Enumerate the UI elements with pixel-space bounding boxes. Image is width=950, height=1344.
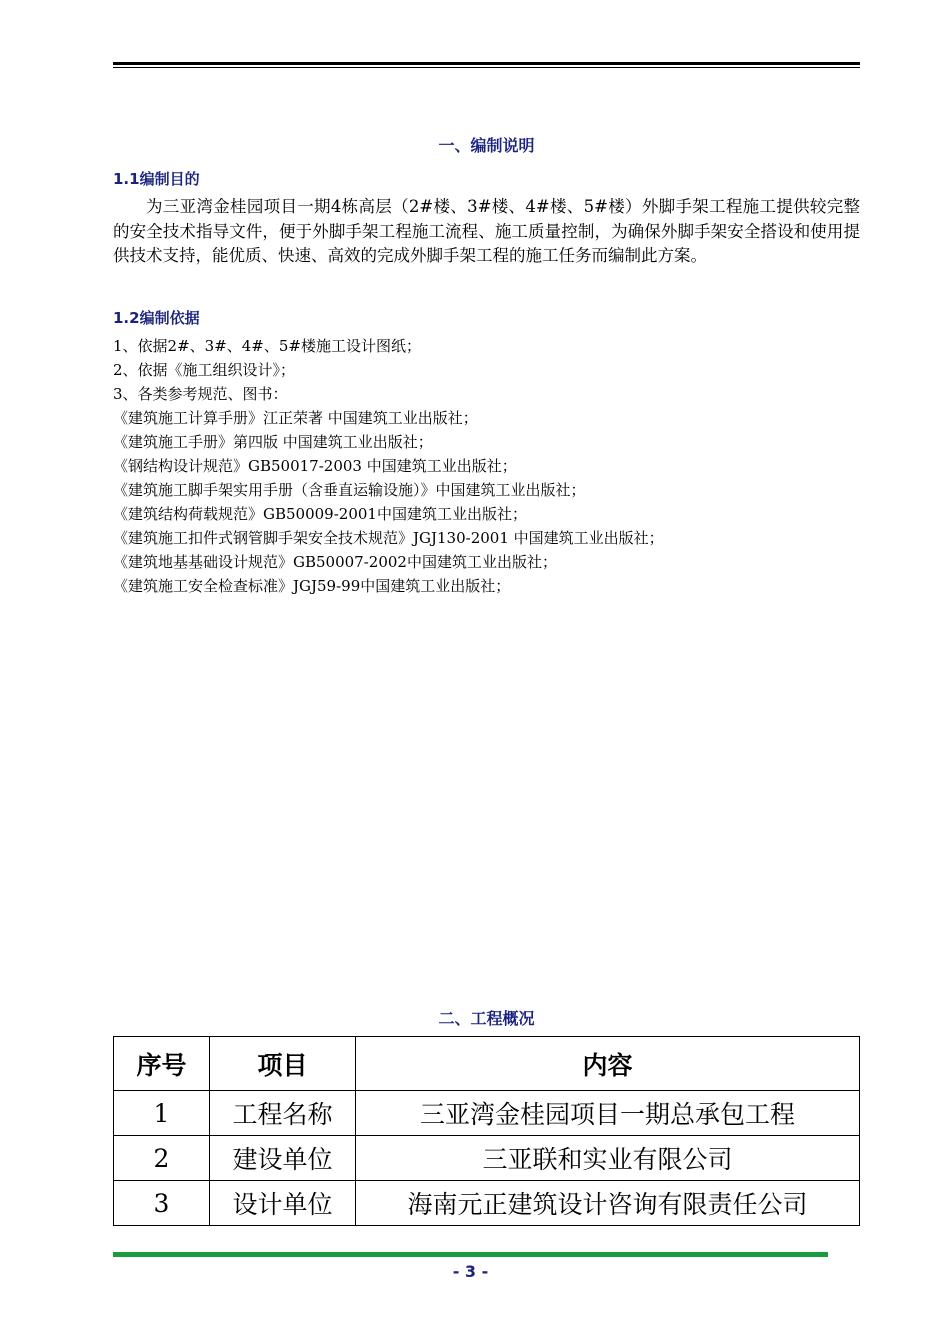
table-cell: 三亚联和实业有限公司 [356, 1136, 860, 1181]
overview-table [113, 1036, 860, 1226]
section2-title: 二、工程概况 [438, 1009, 535, 1028]
header-rule-thin [113, 67, 860, 68]
list-item: 1、依据2#、3#、4#、5#楼施工设计图纸； [113, 337, 421, 355]
list-item: 2、依据《施工组织设计》； [113, 361, 296, 379]
list-item: 《钢结构设计规范》GB50017-2003 中国建筑工业出版社； [113, 457, 517, 475]
table-header-row [114, 1037, 860, 1091]
header-rule-thick [113, 62, 860, 65]
header-cell: 内容 [356, 1037, 860, 1091]
table-cell: 设计单位 [210, 1181, 356, 1226]
header-cell: 项目 [210, 1037, 356, 1091]
list-item: 《建筑施工脚手架实用手册（含垂直运输设施）》中国建筑工业出版社； [113, 481, 586, 499]
table-cell: 海南元正建筑设计咨询有限责任公司 [356, 1181, 860, 1226]
section1-title: 一、编制说明 [438, 136, 535, 155]
table-cell: 工程名称 [210, 1091, 356, 1136]
table-cell: 3 [114, 1181, 210, 1226]
basis-list [113, 334, 860, 598]
list-item: 《建筑施工安全检查标准》JGJ59-99中国建筑工业出版社； [113, 577, 511, 595]
list-item: 《建筑施工扣件式钢管脚手架安全技术规范》JGJ130-2001 中国建筑工业出版社； [113, 529, 664, 547]
list-item: 《建筑地基基础设计规范》GB50007-2002中国建筑工业出版社； [113, 553, 557, 571]
page-number: - 3 - [452, 1262, 489, 1281]
table-cell: 建设单位 [210, 1136, 356, 1181]
sub2-heading: 1.2编制依据 [113, 309, 200, 327]
list-item: 《建筑施工手册》第四版 中国建筑工业出版社； [113, 433, 433, 451]
table-row [114, 1181, 860, 1226]
list-item: 3、各类参考规范、图书： [113, 385, 288, 403]
sub1-heading: 1.1编制目的 [113, 170, 200, 188]
header-cell: 序号 [114, 1037, 210, 1091]
list-item: 《建筑结构荷载规范》GB50009-2001中国建筑工业出版社； [113, 505, 527, 523]
table-row [114, 1136, 860, 1181]
table-cell: 1 [114, 1091, 210, 1136]
sub1-paragraph: 为三亚湾金桂园项目一期4栋高层（2#楼、3#楼、4#楼、5#楼）外脚手架工程施工提供较完整的安全技术指导文件，便于外脚手架工程施工流程、施工质量控制，为确保外脚手架安全搭设和使用提供技术支持，能优质、快速、高效的完成外脚手架工程的施工任务而编制此方案。 [113, 197, 860, 265]
footer-rule [113, 1252, 828, 1257]
list-item: 《建筑施工计算手册》江正荣著 中国建筑工业出版社； [113, 409, 478, 427]
table-cell: 三亚湾金桂园项目一期总承包工程 [356, 1091, 860, 1136]
table-row [114, 1091, 860, 1136]
table-cell: 2 [114, 1136, 210, 1181]
